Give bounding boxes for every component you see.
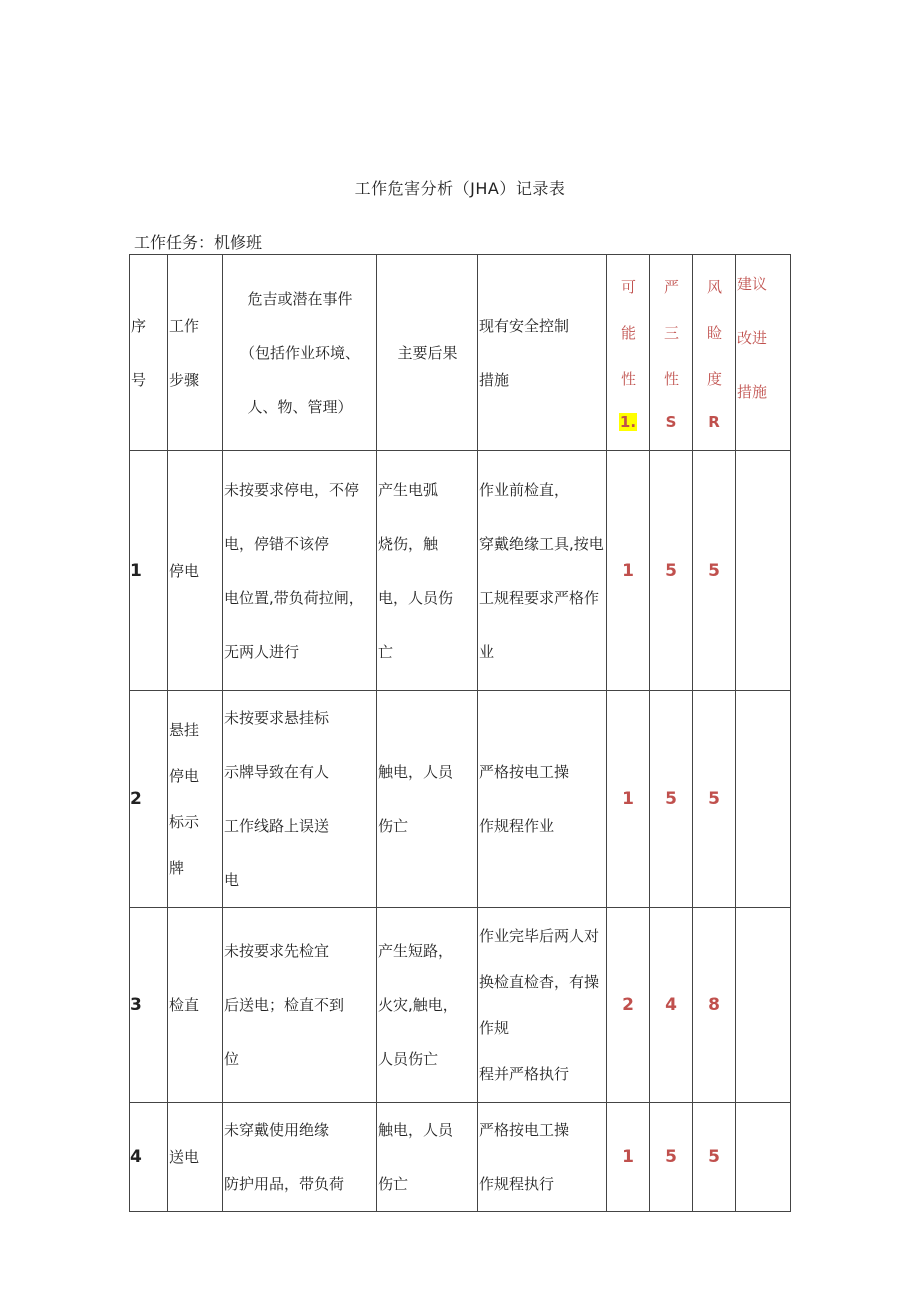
table-row [130,1103,791,1212]
row-seq: 2 [130,691,168,908]
row-suggest [736,691,791,908]
row-hazard: 未按要求停电，不停 电，停错不该停 电位置,带负荷拉闸， 无两人进行 [223,451,377,691]
row-severity: 5 [650,691,693,908]
row-seq: 4 [130,1103,168,1212]
row-likelihood: 2 [607,908,650,1103]
table-header-row [130,255,791,451]
row-likelihood: 1 [607,451,650,691]
row-suggest [736,908,791,1103]
row-risk: 5 [693,691,736,908]
header-suggest: 建议 改进 措施 [736,255,791,451]
row-step: 悬挂 停电 标示 牌 [168,691,223,908]
row-seq: 3 [130,908,168,1103]
header-consequence: 主要后果 [377,255,478,451]
row-hazard: 未按要求先检宜 后送电；检直不到 位 [223,908,377,1103]
row-consequence: 触电，人员 伤亡 [377,1103,478,1212]
header-control: 现有安全控制 措施 [478,255,607,451]
row-consequence: 产生电弧 烧伤，触 电，人员伤 亡 [377,451,478,691]
header-hazard: 危吉或潜在事件 （包括作业环境、 人、物、管理） [223,255,377,451]
work-task-label: 工作任务：机修班 [134,233,263,252]
document-title: 工作危害分析（JHA）记录表 [354,179,566,198]
row-severity: 5 [650,1103,693,1212]
row-risk: 5 [693,451,736,691]
table-row [130,908,791,1103]
row-control: 作业前检直， 穿戴绝缘工具,按电 工规程要求严格作 业 [478,451,607,691]
row-severity: 4 [650,908,693,1103]
row-control: 作业完毕后两人对 换检直检杳，有操 作规 程并严格执行 [478,908,607,1103]
row-hazard: 未按要求悬挂标 示牌导致在有人 工作线路上误送 电 [223,691,377,908]
jha-table [129,254,791,1212]
row-suggest [736,1103,791,1212]
row-control: 严格按电工操 作规程执行 [478,1103,607,1212]
risk-sub: R [708,412,720,431]
row-control: 严格按电工操 作规程作业 [478,691,607,908]
row-suggest [736,451,791,691]
row-step: 停电 [168,451,223,691]
header-risk: 风 睑 度 R [693,255,736,451]
row-likelihood: 1 [607,1103,650,1212]
row-seq: 1 [130,451,168,691]
severity-sub: S [665,412,677,431]
header-severity: 严 三 性 S [650,255,693,451]
row-consequence: 产生短路， 火灾,触电， 人员伤亡 [377,908,478,1103]
table-row [130,691,791,908]
row-risk: 8 [693,908,736,1103]
row-severity: 5 [650,451,693,691]
table-row [130,451,791,691]
row-likelihood: 1 [607,691,650,908]
row-risk: 5 [693,1103,736,1212]
row-step: 检直 [168,908,223,1103]
likelihood-sub: 1. [619,412,637,431]
row-hazard: 未穿戴使用绝缘 防护用品，带负荷 [223,1103,377,1212]
header-step: 工作 步骤 [168,255,223,451]
header-likelihood: 可 能 性 1. [607,255,650,451]
header-seq: 序 号 [130,255,168,451]
row-step: 送电 [168,1103,223,1212]
row-consequence: 触电，人员 伤亡 [377,691,478,908]
